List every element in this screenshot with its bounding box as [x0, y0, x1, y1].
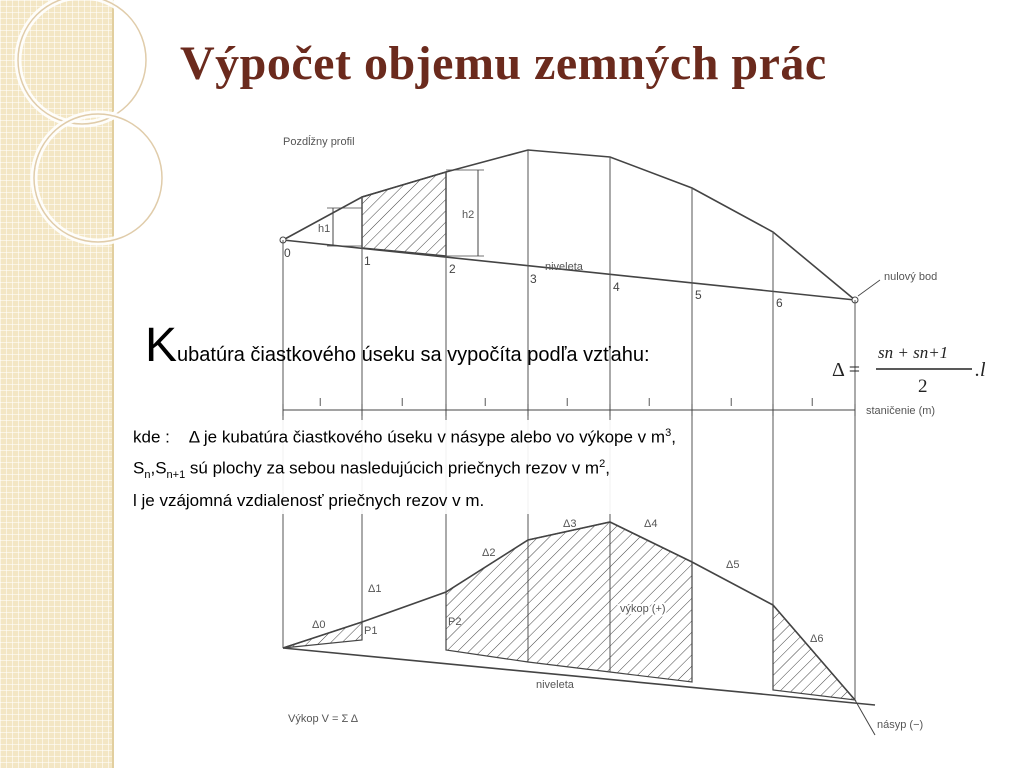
intro-first-letter: K: [145, 319, 178, 372]
top-profile-label: Pozdĺžny profil: [283, 136, 355, 148]
length-label: l: [484, 397, 487, 409]
station-number: 1: [364, 254, 371, 268]
hatched-area-mid: [446, 522, 692, 682]
delta-label: Δ4: [644, 518, 658, 530]
definition-s-sup: 2: [599, 457, 606, 470]
volume-formula: [832, 340, 1007, 400]
formula-numerator: sn + sn+1: [878, 343, 949, 362]
bottom-niveleta-label: niveleta: [536, 679, 574, 691]
definition-delta-sup: 3: [665, 427, 672, 439]
station-number: 3: [530, 272, 537, 286]
p-label: P2: [448, 616, 462, 628]
intro-rest: ubatúra čiastkového úseku sa vypočíta podľa vzťahu:: [177, 344, 650, 366]
length-label: l: [566, 397, 569, 409]
delta-label: Δ6: [810, 633, 824, 645]
delta-label: Δ1: [368, 583, 382, 595]
length-label: l: [811, 397, 814, 409]
niveleta-label-top: niveleta: [545, 261, 583, 273]
formula-factor: .l: [975, 359, 986, 381]
definition-l: l je vzájomná vzdialenosť priečnych rezov v m.: [133, 490, 485, 510]
station-number: 5: [695, 288, 702, 302]
station-number: 0: [284, 246, 291, 260]
delta-label: Δ5: [726, 559, 740, 571]
length-label: l: [648, 397, 651, 409]
definitions: [133, 420, 682, 514]
length-label: l: [319, 397, 322, 409]
definition-s1-sub: n: [144, 468, 151, 481]
definition-s2-sub: n+1: [166, 468, 186, 481]
definition-s-text: sú plochy za sebou nasledujúcich priečnych rezov v m: [185, 458, 600, 478]
volume-label: Výkop V = Σ Δ: [288, 713, 359, 725]
cut-label: výkop (+): [620, 603, 666, 615]
delta-label: Δ2: [482, 547, 496, 559]
h1-label: h1: [318, 223, 331, 235]
stationing-label: staničenie (m): [866, 405, 936, 417]
station-number: 4: [613, 280, 620, 294]
station-number: 2: [449, 262, 456, 276]
null-point-leader: [858, 280, 880, 296]
definition-prefix: kde :: [133, 427, 170, 447]
null-point-label: nulový bod: [884, 271, 938, 283]
definition-delta: [133, 420, 676, 451]
definition-s2: ,S: [150, 458, 167, 478]
definition-delta-end: ,: [671, 427, 676, 447]
formula-denominator: 2: [918, 376, 928, 397]
intro-text: [145, 319, 650, 372]
slide-title: Výpočet objemu zemných prác: [180, 37, 827, 90]
formula-lhs: Δ =: [832, 359, 861, 381]
delta-label: Δ3: [563, 518, 577, 530]
definition-s1: S: [133, 458, 145, 478]
delta-label: Δ0: [312, 619, 326, 631]
h2-label: h2: [462, 209, 475, 221]
p-label: P1: [364, 625, 378, 637]
definition-delta-text: Δ je kubatúra čiastkového úseku v násype alebo vo výkope v m: [188, 427, 666, 447]
station-number: 6: [776, 296, 783, 310]
length-label: l: [401, 397, 404, 409]
definition-s: [133, 451, 676, 488]
definition-s-end: ,: [605, 458, 610, 478]
fill-label: násyp (−): [877, 719, 924, 731]
length-label: l: [730, 397, 733, 409]
